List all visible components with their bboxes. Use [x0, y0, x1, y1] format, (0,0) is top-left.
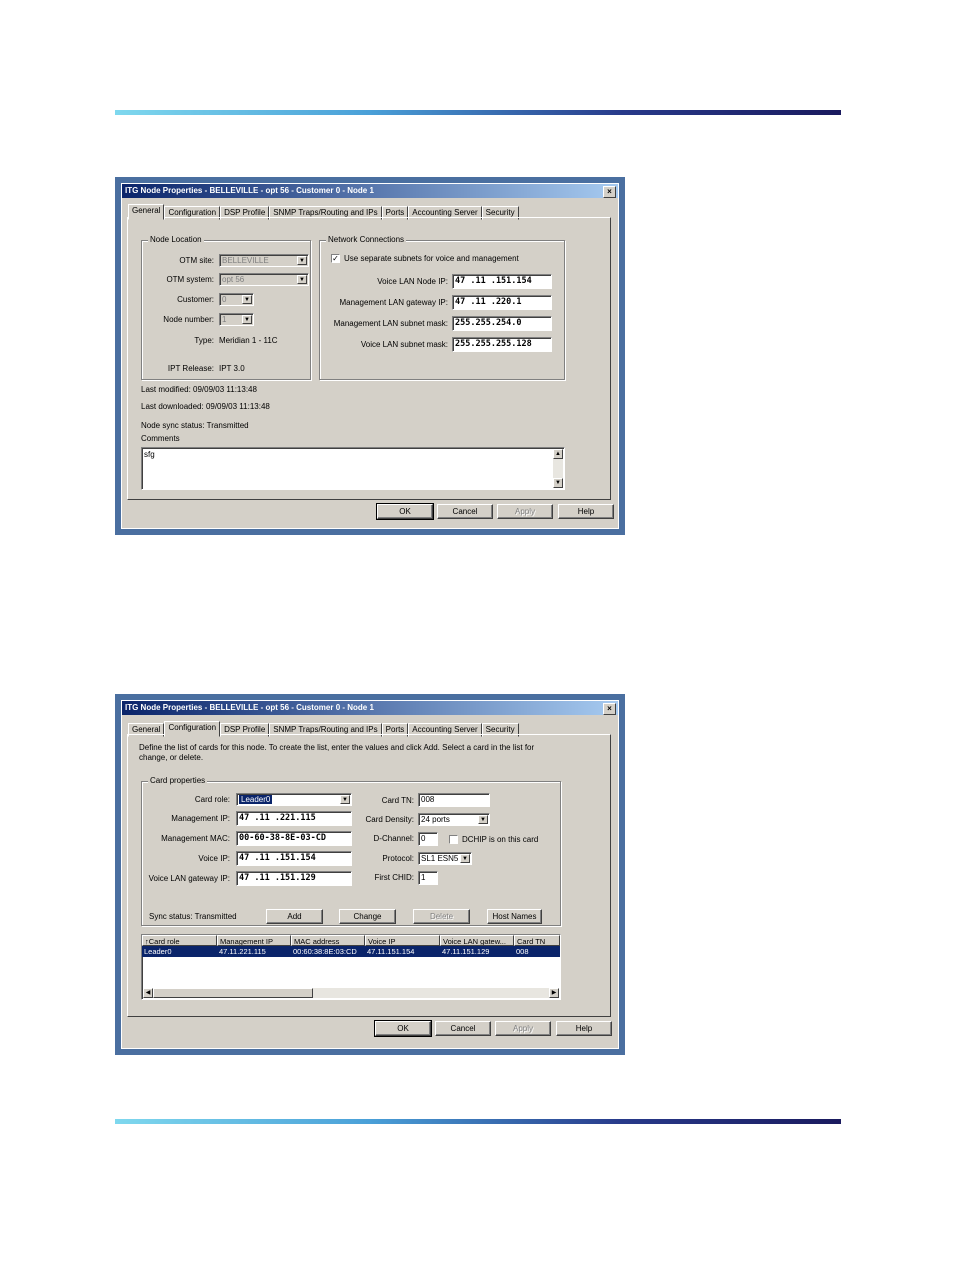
tab-accounting-server[interactable]: Accounting Server	[408, 206, 481, 220]
chevron-down-icon[interactable]: ▼	[340, 795, 350, 804]
card-role-value: Leader0	[241, 795, 271, 804]
tab-accounting-server[interactable]: Accounting Server	[408, 723, 481, 737]
table-cell: 008	[516, 947, 529, 956]
cancel-button[interactable]: Cancel	[437, 504, 493, 519]
tab-snmp-traps[interactable]: SNMP Traps/Routing and IPs	[269, 206, 381, 220]
voice-node-ip-field[interactable]: 47 .11 .151.154	[452, 274, 552, 289]
delete-button[interactable]: Delete	[413, 909, 470, 924]
host-names-button[interactable]: Host Names	[487, 909, 542, 924]
cancel-button[interactable]: Cancel	[435, 1021, 491, 1036]
tab-security[interactable]: Security	[482, 723, 519, 737]
tab-ports[interactable]: Ports	[382, 206, 409, 220]
mgmt-subnet-field[interactable]: 255.255.254.0	[452, 316, 552, 331]
card-tn-label: Card TN:	[381, 796, 414, 805]
node-sync-status: Node sync status: Transmitted	[141, 421, 249, 430]
comments-value: sfg	[144, 450, 155, 459]
mgmt-gateway-label: Management LAN gateway IP:	[339, 298, 448, 307]
node-number-select[interactable]	[219, 313, 254, 326]
table-cell: 00:60:38:8E:03:CD	[293, 947, 357, 956]
mgmt-subnet-label: Management LAN subnet mask:	[333, 319, 448, 328]
first-chid-field[interactable]: 1	[418, 871, 438, 885]
voice-subnet-field[interactable]: 255.255.255.128	[452, 337, 552, 352]
mgmt-ip-field[interactable]: 47 .11 .221.115	[236, 811, 352, 826]
configuration-dialog-screenshot	[115, 694, 625, 1055]
last-modified: Last modified: 09/09/03 11:13:48	[141, 385, 257, 394]
ok-button[interactable]: OK	[375, 1021, 431, 1036]
column-header-mac[interactable]: MAC address	[291, 935, 365, 946]
cards-table[interactable]	[141, 934, 561, 1000]
help-button[interactable]: Help	[558, 504, 614, 519]
voice-gw-label: Voice LAN gateway IP:	[148, 874, 230, 883]
node-number-value: 1	[222, 315, 227, 324]
dchip-label: DCHIP is on this card	[462, 835, 539, 844]
group-title: Network Connections	[328, 235, 405, 244]
ipt-release-value: IPT 3.0	[219, 364, 245, 373]
last-downloaded: Last downloaded: 09/09/03 11:13:48	[141, 402, 270, 411]
chevron-down-icon[interactable]: ▼	[297, 256, 307, 265]
tab-general[interactable]: General	[128, 723, 164, 737]
group-title: Card properties	[150, 776, 206, 785]
mgmt-mac-field[interactable]: 00-60-38-8E-03-CD	[236, 831, 352, 846]
card-tn-field[interactable]: 008	[418, 793, 490, 807]
card-sync-status: Sync status: Transmitted	[149, 912, 237, 921]
configuration-dialog	[121, 700, 619, 1049]
column-header-voice-gw[interactable]: Voice LAN gatew...	[440, 935, 514, 946]
first-chid-label: First CHID:	[374, 873, 414, 882]
otm-site-value: BELLEVILLE	[222, 256, 269, 265]
customer-select[interactable]	[219, 293, 254, 306]
group-title: Node Location	[150, 235, 202, 244]
close-icon[interactable]: ×	[603, 186, 616, 198]
otm-system-value: opt 56	[222, 275, 245, 284]
help-button[interactable]: Help	[556, 1021, 612, 1036]
column-header-card-tn[interactable]: Card TN	[514, 935, 560, 946]
comments-textarea[interactable]	[141, 447, 565, 490]
card-role-select[interactable]	[236, 793, 352, 806]
instructions-text: Define the list of cards for this node. To create the list, enter the values and click Add. Select a card in the list for change, or delete.	[139, 743, 535, 762]
tab-configuration[interactable]: Configuration	[164, 206, 220, 220]
otm-site-label: OTM site:	[179, 256, 214, 265]
protocol-label: Protocol:	[382, 854, 414, 863]
card-properties-group	[141, 776, 561, 926]
separate-subnets-checkbox[interactable]: ✓	[332, 254, 339, 263]
table-cell: Leader0	[144, 947, 172, 956]
apply-button[interactable]: Apply	[495, 1021, 551, 1036]
comments-label: Comments	[141, 434, 180, 443]
change-button[interactable]: Change	[339, 909, 396, 924]
tab-dsp-profile[interactable]: DSP Profile	[220, 723, 269, 737]
tab-configuration[interactable]: Configuration	[164, 721, 220, 737]
table-cell: 47.11.221.115	[219, 947, 266, 956]
dchip-checkbox[interactable]	[449, 835, 458, 844]
ok-button[interactable]: OK	[377, 504, 433, 519]
voice-ip-field[interactable]: 47 .11 .151.154	[236, 851, 352, 866]
bottom-rule	[115, 1119, 841, 1124]
table-cell: 47.11.151.154	[367, 947, 415, 956]
sort-arrow-icon: ↑	[145, 937, 149, 946]
dchannel-label: D-Channel:	[373, 834, 414, 843]
type-value: Meridian 1 - 11C	[219, 336, 278, 345]
otm-site-select[interactable]	[219, 254, 309, 267]
comments-scrollbar[interactable]	[553, 449, 563, 488]
column-label: Card role	[148, 937, 180, 946]
scroll-right-icon[interactable]: ▶	[549, 988, 559, 998]
tab-snmp-traps[interactable]: SNMP Traps/Routing and IPs	[269, 723, 381, 737]
voice-node-ip-label: Voice LAN Node IP:	[377, 277, 448, 286]
chevron-down-icon[interactable]: ▼	[242, 295, 252, 304]
protocol-value: SL1 ESN5	[421, 854, 459, 863]
scrollbar-thumb[interactable]	[153, 988, 313, 998]
dialog-title: ITG Node Properties - BELLEVILLE - opt 56 - Customer 0 - Node 1	[125, 186, 374, 195]
chevron-down-icon[interactable]: ▼	[460, 854, 470, 863]
scroll-down-icon[interactable]: ▼	[553, 478, 563, 488]
tab-strip	[128, 204, 519, 218]
separate-subnets-label: Use separate subnets for voice and management	[344, 254, 519, 263]
tab-security[interactable]: Security	[482, 206, 519, 220]
mgmt-ip-label: Management IP:	[171, 814, 230, 823]
table-horizontal-scrollbar[interactable]	[143, 988, 559, 998]
tab-dsp-profile[interactable]: DSP Profile	[220, 206, 269, 220]
network-connections-group	[319, 235, 565, 380]
column-header-card-role[interactable]	[142, 935, 217, 946]
otm-system-select[interactable]	[219, 273, 309, 286]
scroll-left-icon[interactable]: ◀	[143, 988, 153, 998]
otm-system-label: OTM system:	[166, 275, 214, 284]
tab-panel	[127, 734, 611, 1017]
card-role-label: Card role:	[194, 795, 230, 804]
type-label: Type:	[194, 336, 214, 345]
column-header-voice-ip[interactable]: Voice IP	[365, 935, 440, 946]
chevron-down-icon[interactable]: ▼	[297, 275, 307, 284]
tab-strip	[128, 721, 519, 735]
dchannel-field[interactable]: 0	[418, 832, 438, 846]
ipt-release-label: IPT Release:	[167, 364, 214, 373]
card-density-value: 24 ports	[421, 815, 450, 824]
voice-ip-label: Voice IP:	[198, 854, 230, 863]
card-density-label: Card Density:	[365, 815, 414, 824]
mgmt-mac-label: Management MAC:	[161, 834, 230, 843]
table-header	[142, 935, 560, 946]
top-rule	[115, 110, 841, 115]
table-cell: 47.11.151.129	[442, 947, 490, 956]
dialog-titlebar	[122, 184, 618, 198]
close-icon[interactable]: ×	[603, 703, 616, 715]
dialog-titlebar	[122, 701, 618, 715]
customer-label: Customer:	[177, 295, 214, 304]
scroll-up-icon[interactable]: ▲	[553, 449, 563, 459]
chevron-down-icon[interactable]: ▼	[242, 315, 252, 324]
chevron-down-icon[interactable]: ▼	[478, 815, 488, 824]
customer-value: 0	[222, 295, 227, 304]
tab-panel	[127, 217, 611, 500]
add-button[interactable]: Add	[266, 909, 323, 924]
node-location-group	[141, 235, 311, 380]
general-dialog-screenshot	[115, 177, 625, 535]
tab-ports[interactable]: Ports	[382, 723, 409, 737]
voice-subnet-label: Voice LAN subnet mask:	[360, 340, 448, 349]
voice-gw-field[interactable]: 47 .11 .151.129	[236, 871, 352, 886]
dialog-title: ITG Node Properties - BELLEVILLE - opt 56 - Customer 0 - Node 1	[125, 703, 374, 712]
mgmt-gateway-field[interactable]: 47 .11 .220.1	[452, 295, 552, 310]
general-dialog	[121, 183, 619, 529]
node-number-label: Node number:	[163, 315, 214, 324]
card-density-select[interactable]	[418, 813, 490, 826]
tab-general[interactable]: General	[128, 204, 164, 220]
apply-button[interactable]: Apply	[497, 504, 553, 519]
protocol-select[interactable]	[418, 852, 472, 865]
table-row[interactable]	[142, 946, 560, 957]
column-header-mgmt-ip[interactable]: Management IP	[217, 935, 291, 946]
